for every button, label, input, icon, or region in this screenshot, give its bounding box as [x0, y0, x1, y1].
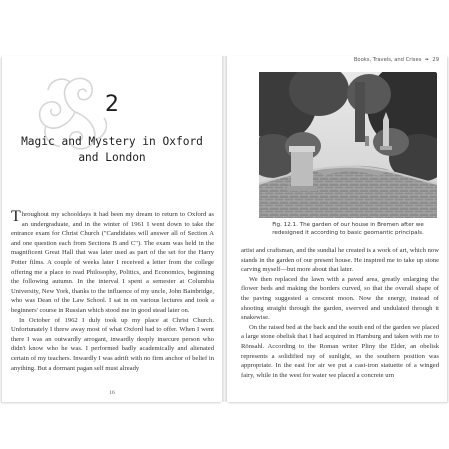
left-paragraph-1 — [11, 210, 214, 316]
left-page-number: 16 — [109, 390, 115, 396]
right-paragraph-3: On the raised bed at the back and the south end of the garden we placed a large stone obelisk that I had acquired in Hamburg and taken with me to Rönsahl. According to the Roman writer Pliny the Elder, an obelisk represents a solidified ray of sunlight, so the southern position was appropriate. In the east for air we put a cast-iron statuette of a winged fairy, while in the west for water we placed a concrete urn — [241, 323, 439, 379]
figure-caption: Fig. 12.1. The garden of our house in Bremen after we redesigned it according to basic geomantic principals. — [272, 222, 424, 236]
right-page-number: 29 — [432, 57, 439, 63]
left-body-text — [11, 210, 214, 373]
running-head-ornament-icon: ❧ — [423, 57, 431, 63]
right-body-text — [241, 246, 439, 380]
right-page — [227, 56, 447, 402]
garden-photo — [259, 72, 437, 218]
left-paragraph-1-text: hroughout my schooldays it had been my dream to return to Oxford as an undergraduate, and in the winter of 1961 I went down to take the entrance exam for Christ Church ("Candidates will answer all of Section A and one question each from Sections B and C"). The exam was held in the magnificent Great Hall that was later used as part of the set for the Harry Potter films. A couple of weeks later I received a letter from the college offering me a place to read Philosophy, Politics, and Economics, beginning the following autumn. In the interval I spent a semester at Columbia University, New York, thanks to the influence of my uncle, John Bainbridge, who was Dean of the Law School. I sat in on various lectures and took a beginners' course in Russian which stood me in good stead later on. — [11, 211, 214, 314]
right-paragraph-1: artist and craftsman, and the sundial he created is a work of art, which now stands in the garden of our present house. He inspired me to take up stone carving myself—but more about that later. — [241, 247, 439, 274]
chapter-title-line1: Magic and Mystery in Oxford — [21, 135, 203, 148]
right-paragraph-2: We then replaced the lawn with a paved area, greatly enlarging the flower beds and making the borders curved, so that the overall shape of the paving suggested a crescent moon. Now the energy, instead of shooting straight through the garden, swerved and undulated through it snakewise. — [241, 275, 439, 322]
left-page — [2, 56, 222, 402]
chapter-title — [12, 134, 212, 166]
running-head-title: Books, Travels, and Crises — [353, 57, 422, 63]
running-head — [354, 57, 439, 63]
garden-photo-image — [259, 72, 437, 218]
chapter-number: 2 — [105, 92, 119, 117]
chapter-title-line2: and London — [78, 151, 146, 164]
left-paragraph-2: In October of 1962 I duly took up my place at Christ Church. Unfortunately I threw away most of what Oxford had to offer. When I went there I was an outwardly arrogant, inwardly deeply insecure person who didn't know who he was. I performed badly academically and alienated certain of my teachers. Inwardly I was adrift with no firm anchor of belief in anything. But a dormant pagan self must already — [11, 316, 214, 372]
drop-cap: T — [11, 208, 21, 225]
